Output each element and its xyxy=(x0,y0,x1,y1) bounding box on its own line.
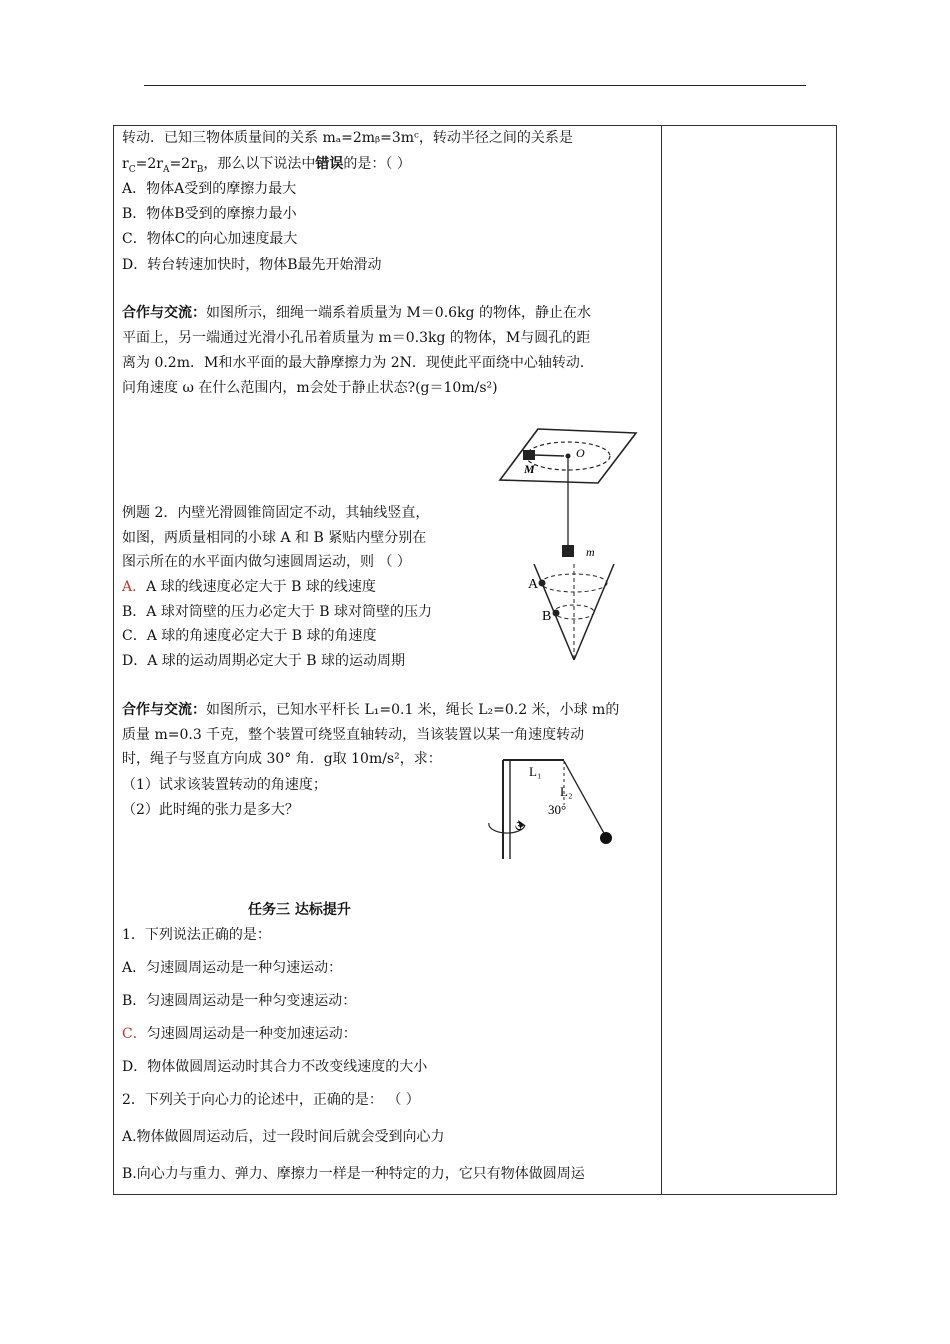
task3-q2-option-a: A.物体做圆周运动后，过一段时间后就会受到向心力 xyxy=(122,1129,445,1145)
ex2-option-c: C．A 球的角速度必定大于 B 球的角速度 xyxy=(122,628,377,644)
fig2-label-B: B xyxy=(542,609,552,624)
ex2-option-d: D．A 球的运动周期必定大于 B 球的运动周期 xyxy=(122,653,405,669)
prev-option-d: D．转台转速加快时，物体B最先开始滑动 xyxy=(122,257,382,273)
cone-figure xyxy=(524,560,624,665)
prev-question-line-1: 转动．已知三物体质量间的关系 mₐ=2mᵦ=3mᶜ，转动半径之间的关系是 xyxy=(122,130,573,146)
platform-figure xyxy=(498,425,643,567)
coop1-line-2: 平面上，另一端通过光滑小孔吊着质量为 m＝0.3kg 的物体，M与圆孔的距 xyxy=(122,330,591,346)
coop2-line-3: 时，绳子与竖直方向成 30° 角．g取 10m/s²，求： xyxy=(122,751,442,767)
ex2-line-1: 例题 2．内壁光滑圆锥筒固定不动，其轴线竖直， xyxy=(122,505,430,521)
coop1-line-3: 离为 0.2m．M和水平面的最大静摩擦力为 2N．现使此平面绕中心轴转动． xyxy=(122,355,594,371)
coop2-question-2: （2）此时绳的张力是多大？ xyxy=(122,802,299,818)
task3-q1-option-a: A．匀速圆周运动是一种匀速运动： xyxy=(122,960,343,976)
fig1-label-m: m xyxy=(586,545,595,559)
fig3-label-angle: 30° xyxy=(548,802,567,817)
prev-option-b: B．物体B受到的摩擦力最小 xyxy=(122,206,297,222)
fig3-label-L1: L₁ xyxy=(529,764,542,779)
coop2-line-2: 质量 m=0.3 千克，整个装置可绕竖直轴转动，当该装置以某一角速度转动 xyxy=(122,727,585,743)
ex2-option-b: B．A 球对筒壁的压力必定大于 B 球对筒壁的压力 xyxy=(122,604,433,620)
coop2-question-1: （1）试求该装置转动的角速度； xyxy=(122,777,327,793)
prev-option-a: A．物体A受到的摩擦力最大 xyxy=(122,181,297,197)
coop1-line-1: 合作与交流：如图所示，细绳一端系着质量为 M＝0.6kg 的物体，静止在水 xyxy=(122,305,591,321)
task3-q1-option-c: C．匀速圆周运动是一种变加速运动： xyxy=(122,1026,357,1042)
ex2-line-2: 如图，两质量相同的小球 A 和 B 紧贴内壁分别在 xyxy=(122,530,427,546)
fig1-label-O: O xyxy=(576,446,585,460)
ex2-option-a: A．A 球的线速度必定大于 B 球的线速度 xyxy=(122,579,376,595)
ex2-line-3: 图示所在的水平面内做匀速圆周运动，则 （ ） xyxy=(122,554,411,570)
coop2-line-1: 合作与交流：如图所示，已知水平杆长 L₁=0.1 米，绳长 L₂=0.2 米，小球 m的 xyxy=(122,702,620,718)
fig3-label-omega: ω xyxy=(508,818,527,833)
task3-q1: 1．下列说法正确的是： xyxy=(122,927,271,943)
prev-question-line-2: $r_C=2r_A=2r_B$，那么以下说法中错误的是：（ ） xyxy=(122,156,411,175)
task3-title: 任务三 达标提升 xyxy=(248,902,351,918)
fig2-label-A: A xyxy=(528,577,539,592)
fig3-label-L2: L₂ xyxy=(560,784,573,799)
table-column-divider xyxy=(661,125,662,1195)
task3-q2-option-b: B.向心力与重力、弹力、摩擦力一样是一种特定的力，它只有物体做圆周运 xyxy=(122,1166,585,1182)
rotating-rod-figure xyxy=(480,755,620,865)
prev-option-c: C．物体C的向心加速度最大 xyxy=(122,231,298,247)
task3-q2: 2．下列关于向心力的论述中，正确的是： （ ） xyxy=(122,1092,420,1108)
task3-q1-option-d: D．物体做圆周运动时其合力不改变线速度的大小 xyxy=(122,1059,428,1075)
task3-q1-option-b: B．匀速圆周运动是一种匀变速运动： xyxy=(122,993,357,1009)
coop1-line-4: 问角速度 ω 在什么范围内，m会处于静止状态?(g＝10m/s²) xyxy=(122,380,498,396)
fig1-label-M: M xyxy=(524,462,535,476)
header-rule xyxy=(144,85,806,86)
